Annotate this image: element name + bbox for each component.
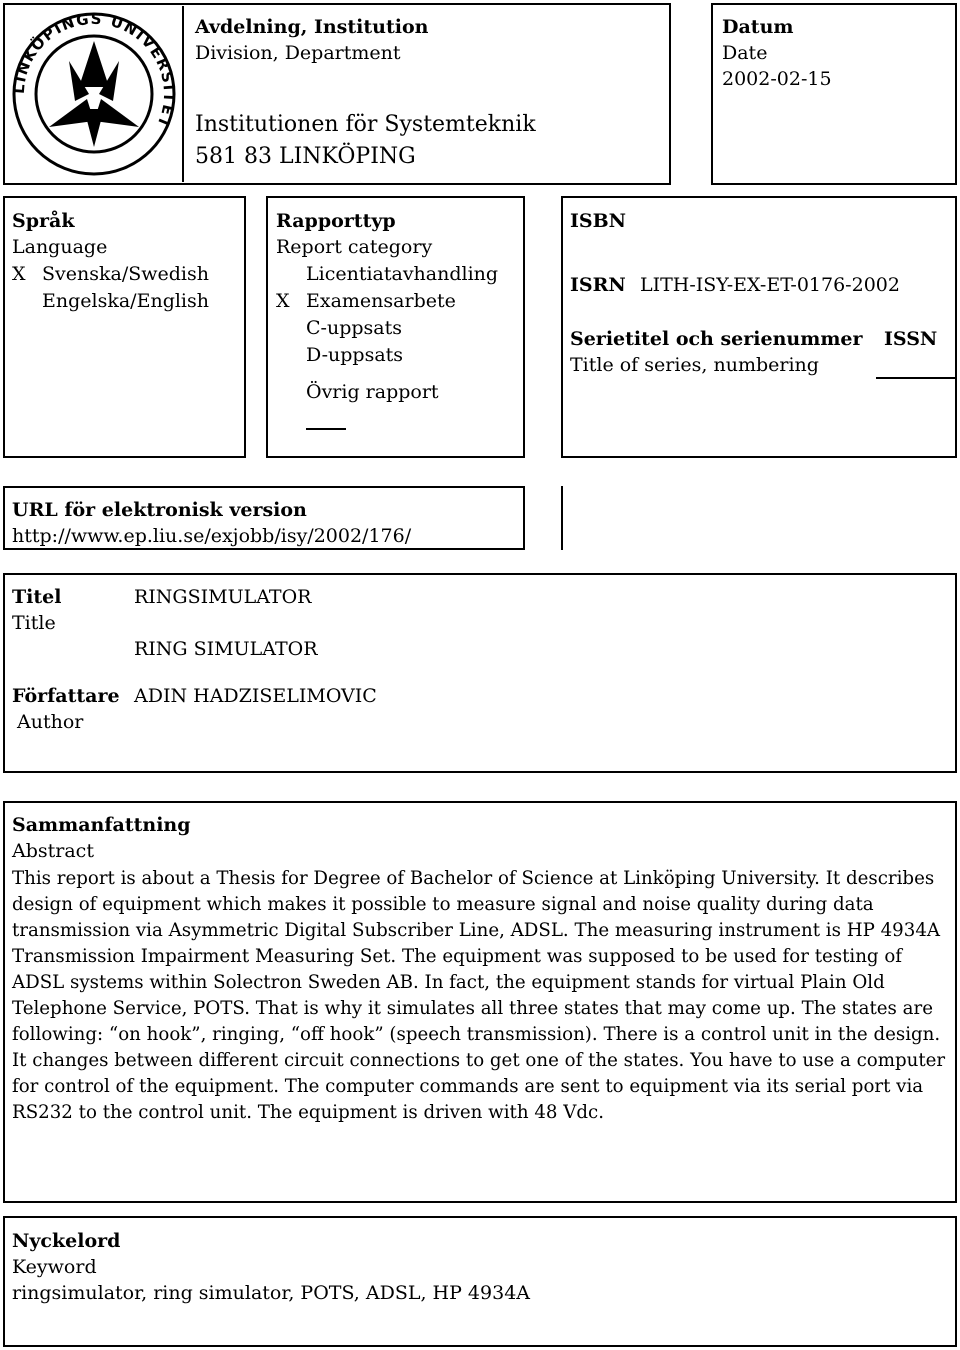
identifiers-box [561,196,957,458]
report-option-label: Examensarbete [306,290,456,312]
isrn-value: LITH-ISY-EX-ET-0176-2002 [640,274,900,296]
university-logo [6,6,184,182]
language-option-label: Svenska/Swedish [42,263,209,285]
department-name: Institutionen för Systemteknik [195,112,536,137]
abstract-label-en: Abstract [12,840,94,862]
keyword-value: ringsimulator, ring simulator, POTS, ADSL, HP 4934A [12,1282,531,1304]
isbn-label: ISBN [570,210,627,232]
language-label-en: Language [12,236,108,258]
report-label-sv: Rapporttyp [276,210,396,232]
language-label-sv: Språk [12,210,75,232]
issn-label: ISSN [884,328,938,350]
title-label-sv: Titel [12,586,62,608]
author-label-en: Author [17,711,84,733]
date-label-sv: Datum [722,16,794,38]
report-option-mark: X [276,290,290,312]
language-option-mark: X [12,263,26,285]
issn-blank-line [876,377,956,379]
report-option-label: Licentiatavhandling [306,263,499,285]
logo-ring-text: LINKÖPINGS UNIVERSITET [9,9,179,132]
keyword-label-sv: Nyckelord [12,1230,121,1252]
other-report-blank-line [306,428,346,430]
author-value: ADIN HADZISELIMOVIC [134,685,377,707]
series-label-sv: Serietitel och serienummer [570,328,863,350]
university-seal-icon [9,9,179,179]
isrn-label: ISRN [570,274,626,296]
report-option-label: C-uppsats [306,317,402,339]
report-option-label: D-uppsats [306,344,404,366]
url-value[interactable]: http://www.ep.liu.se/exjobb/isy/2002/176/ [12,525,412,547]
url-label: URL för elektronisk version [12,499,307,521]
language-option-label: Engelska/English [42,290,209,312]
report-option-label: Övrig rapport [306,381,439,403]
title-value-sv: RINGSIMULATOR [134,586,312,608]
date-value: 2002-02-15 [722,68,832,90]
report-label-en: Report category [276,236,433,258]
abstract-text: This report is about a Thesis for Degree of Bachelor of Science at Linköping University. It describes design of equipment which makes it possible to measure signal and noise quality during data transmission via Asymmetric Digital Subscriber Line, ADSL. The measuring instrument is HP 4934A Transmission Impairment Measuring Set. The equipment was supposed to be used for testing of ADSL systems within Solectron Sweden AB. In fact, the equipment stands for virtual Plain Old Telephone Service, POTS. That is why it simulates all three states that may come up. The states are following: “on hook”, ringing, “off hook” (speech transmission). There is a control unit in the design. It changes between different circuit connections to get one of the states. You have to use a computer for control of the equipment. The computer commands are sent to equipment via its serial port via RS232 to the control unit. The equipment is driven with 48 Vdc. [12,868,946,1123]
abstract-label-sv: Sammanfattning [12,814,191,836]
department-label-sv: Avdelning, Institution [195,16,429,38]
url-side-divider [561,486,563,550]
title-value-en: RING SIMULATOR [134,638,318,660]
department-label-en: Division, Department [195,42,401,64]
keyword-label-en: Keyword [12,1256,97,1278]
series-label-en: Title of series, numbering [570,354,819,376]
author-label-sv: Författare [12,685,120,707]
date-label-en: Date [722,42,768,64]
department-address: 581 83 LINKÖPING [195,144,416,169]
title-label-en: Title [12,612,56,634]
